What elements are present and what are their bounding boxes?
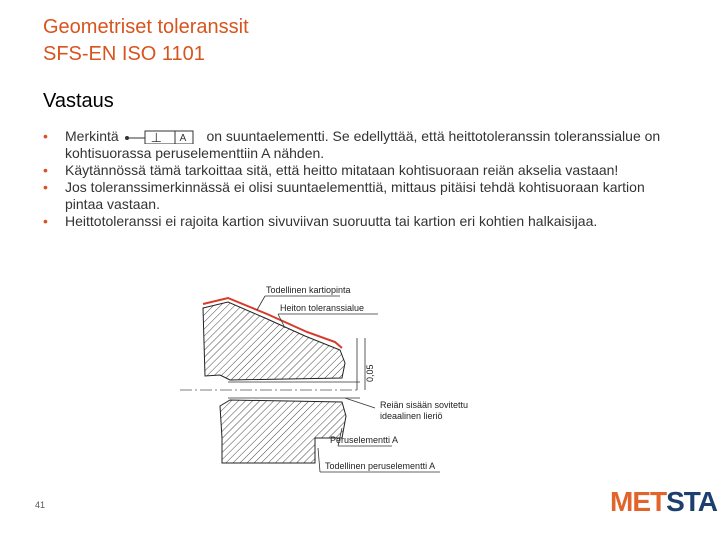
- logo-part-2: STA: [666, 486, 718, 517]
- bullet-item-1: [43, 128, 683, 162]
- title-line-1: Geometriset toleranssit: [43, 16, 249, 38]
- dimension-value: 0,05: [365, 364, 375, 382]
- label-fitted-cylinder-1: Reiän sisään sovitettu: [380, 400, 469, 410]
- bullet-item-2: • Käytännössä tämä tarkoittaa sitä, että heitto mitataan kohtisuoraan reiän akselia vastaan!: [43, 162, 683, 179]
- slide-title: [43, 14, 543, 68]
- page-number: 41: [35, 500, 46, 510]
- bullet-1-text-after: on suuntaelementti. Se edellyttää, että heittotoleranssin toleranssialue on kohtisuorassa peruselementtiin A nähden.: [65, 128, 661, 161]
- metsta-logo: [610, 486, 717, 518]
- bullet-item-4: • Heittotoleranssi ei rajoita kartion sivuviivan suoruutta tai kartion eri kohtien halkaisijaa.: [43, 213, 683, 230]
- runout-tolerance-figure: [170, 278, 470, 490]
- title-line-2: SFS-EN ISO 1101: [43, 43, 205, 65]
- bullet-item-3: • Jos toleranssimerkinnässä ei olisi suuntaelementtiä, mittaus pitäisi tehdä kohtisuoraan kartion pintaa vastaan.: [43, 179, 683, 213]
- logo-part-1: MET: [610, 486, 667, 517]
- label-actual-datum-feature: Todellinen peruselementti A: [325, 461, 436, 471]
- bullet-1-text-before: Merkintä: [65, 128, 119, 144]
- label-runout-tolerance-zone: Heiton toleranssialue: [280, 303, 365, 313]
- lower-part-section: [220, 400, 346, 463]
- bullet-list: [43, 128, 683, 230]
- label-fitted-cylinder-2: ideaalinen lieriö: [380, 411, 443, 421]
- perpendicular-mark: ⊥: [150, 130, 162, 146]
- label-datum-feature: Peruselementti A: [330, 435, 399, 445]
- section-heading: Vastaus: [43, 90, 114, 112]
- perpendicularity-symbol: [123, 130, 203, 144]
- label-actual-cone-surface: Todellinen kartiopinta: [266, 285, 351, 295]
- datum-letter: A: [179, 133, 187, 145]
